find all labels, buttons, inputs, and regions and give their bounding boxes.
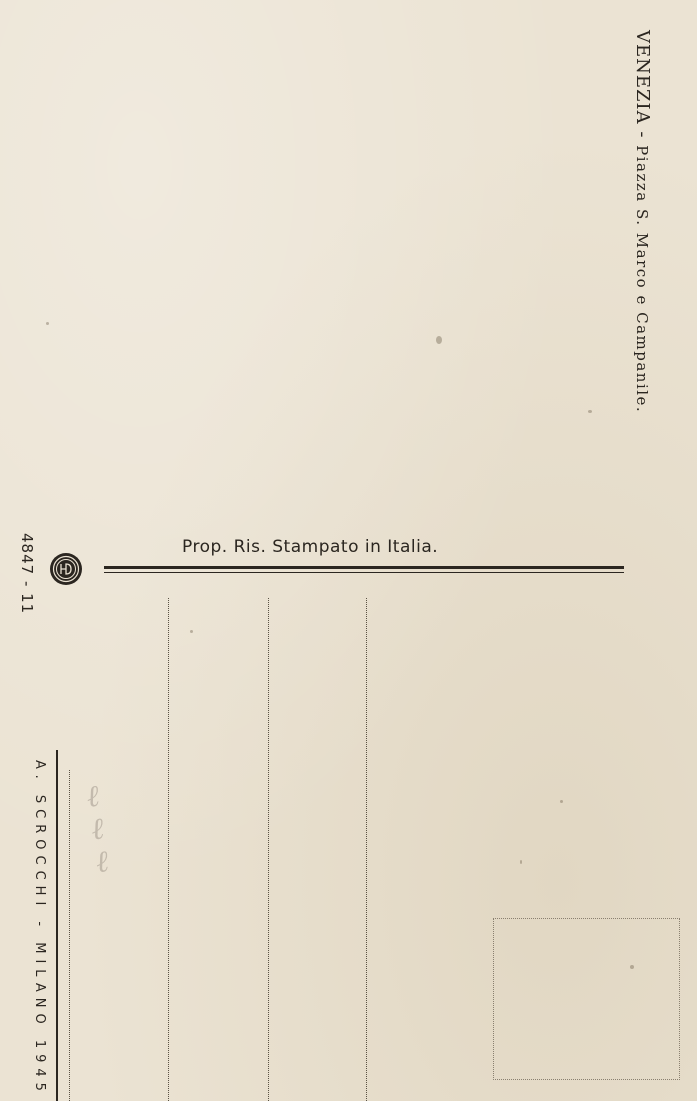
dotted-line xyxy=(366,598,367,1101)
caption-place: Piazza S. Marco e Campanile. xyxy=(633,145,651,414)
paper-speck xyxy=(520,860,522,864)
paper-speck xyxy=(190,630,193,633)
header-rule-thin xyxy=(104,572,624,573)
dotted-line xyxy=(69,770,70,1101)
publisher-credit: A. SCROCCHI - MILANO 1945 xyxy=(32,760,47,1097)
caption-city: VENEZIA - xyxy=(632,30,653,146)
dotted-line xyxy=(168,598,169,1101)
card-caption xyxy=(632,30,653,413)
paper-speck xyxy=(46,322,49,325)
publisher-rule xyxy=(56,750,58,1101)
paper-speck xyxy=(588,410,592,413)
paper-speck xyxy=(560,800,563,803)
imprint-text: Prop. Ris. Stampato in Italia. xyxy=(182,537,439,557)
header-rule xyxy=(104,566,624,569)
serial-number: 4847 - 11 xyxy=(18,533,36,615)
stamp-box xyxy=(493,918,680,1080)
publisher-monogram-icon xyxy=(49,552,83,586)
dotted-line xyxy=(268,598,269,1101)
paper-speck xyxy=(436,336,442,344)
pencil-annotation: ℓℓℓ xyxy=(73,778,122,881)
